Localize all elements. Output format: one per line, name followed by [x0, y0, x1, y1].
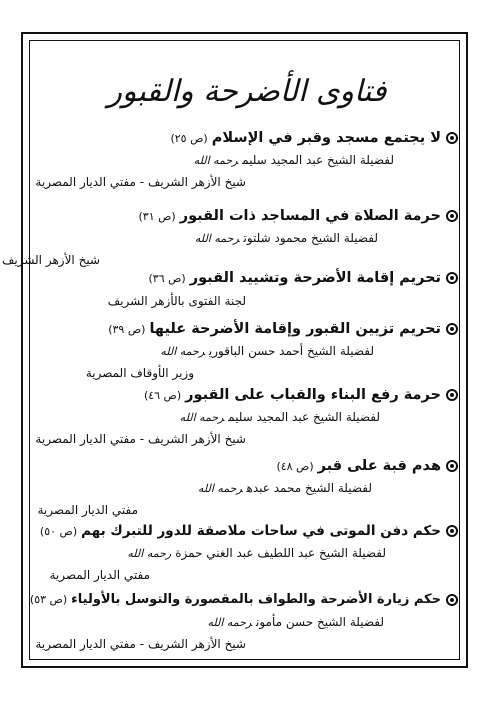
page-reference: (ص ٥٠) [39, 525, 78, 538]
page-title: فتاوى الأضرحة والقبور [107, 74, 387, 109]
honorific-calligraphy: رحمه الله [207, 616, 253, 629]
entry-title: لا يجتمع مسجد وقبر في الإسلام(ص ٢٥) [40, 128, 458, 149]
page-reference: (ص ٢٥) [170, 132, 208, 145]
entry-title: تحريم إقامة الأضرحة وتشييد القبور(ص ٣٦) [40, 268, 458, 289]
entry-author: لفضيلة الشيخ محمود شلتوترحمه الله [194, 231, 378, 245]
author-position: شيخ الأزهر الشريف [1, 253, 100, 267]
bullet-icon [446, 323, 458, 335]
entry-author: لفضيلة الشيخ أحمد حسن الباقوريرحمه الله [160, 344, 374, 358]
author-position: وزير الأوقاف المصرية [85, 366, 194, 380]
author-position: شيخ الأزهر الشريف - مفتي الديار المصرية [35, 175, 246, 189]
fatwa-entry-4 [40, 319, 458, 380]
entry-title: حرمة رفع البناء والقباب على القبور(ص ٤٦) [40, 385, 458, 406]
entry-author: لفضيلة الشيخ عبد اللطيف عبد الغني حمزةرحمه الله [127, 546, 386, 560]
bullet-icon [446, 389, 458, 401]
entry-author: لفضيلة الشيخ حسن مأمونرحمه الله [207, 615, 384, 629]
entry-author: لفضيلة الشيخ عبد المجيد سليمرحمه الله [179, 410, 380, 424]
author-position: مفتي الديار المصرية [37, 503, 138, 517]
author-position: شيخ الأزهر الشريف - مفتي الديار المصرية [35, 637, 246, 651]
bullet-icon [446, 132, 458, 144]
fatwa-entry-3 [40, 268, 458, 308]
bullet-icon [446, 210, 458, 222]
honorific-calligraphy: رحمه الله [179, 411, 225, 424]
bullet-icon [446, 272, 458, 284]
bullet-icon [446, 594, 458, 606]
entry-author: لفضيلة الشيخ عبد المجيد سليمرحمه الله [193, 153, 394, 167]
bullet-icon [446, 460, 458, 472]
honorific-calligraphy: رحمه الله [193, 154, 239, 167]
page-reference: (ص ٤٦) [143, 389, 182, 402]
honorific-calligraphy: رحمه الله [127, 547, 172, 560]
entry-author: لفضيلة الشيخ محمد عبدهرحمه الله [197, 481, 372, 495]
page-reference: (ص ٣١) [138, 210, 176, 223]
fatwa-entry-6 [37, 456, 458, 517]
author-position: شيخ الأزهر الشريف - مفتي الديار المصرية [35, 432, 246, 446]
honorific-calligraphy: رحمه الله [194, 232, 240, 245]
bullet-icon [446, 525, 458, 537]
honorific-calligraphy: رحمه الله [160, 345, 205, 358]
fatwa-entry-1 [35, 128, 458, 189]
entry-title: حكم زيارة الأضرحة والطواف بالمقصورة والتوسل بالأولياء(ص ٥٣) [40, 590, 458, 610]
fatwa-entry-7 [39, 521, 458, 582]
entry-title: حرمة الصلاة في المساجد ذات القبور(ص ٣١) [40, 206, 458, 227]
fatwa-entry-5 [35, 385, 458, 446]
entry-author: لجنة الفتوى بالأزهر الشريف [107, 294, 246, 308]
fatwa-entry-8 [29, 590, 458, 651]
entry-title: حكم دفن الموتى في ساحات ملاصقة للدور للتبرك بهم(ص ٥٠) [40, 521, 458, 542]
fatwa-entry-2 [1, 206, 458, 267]
entry-title: هدم قبة على قبر(ص ٤٨) [40, 456, 458, 477]
page-reference: (ص ٣٩) [108, 323, 146, 336]
entry-title: تحريم تزيين القبور وإقامة الأضرحة عليها(ص ٣٩) [40, 319, 458, 340]
page-reference: (ص ٣٦) [148, 272, 186, 285]
author-position: مفتي الديار المصرية [49, 568, 150, 582]
page-reference: (ص ٤٨) [276, 460, 314, 473]
honorific-calligraphy: رحمه الله [197, 482, 243, 495]
page-reference: (ص ٥٣) [29, 593, 68, 606]
